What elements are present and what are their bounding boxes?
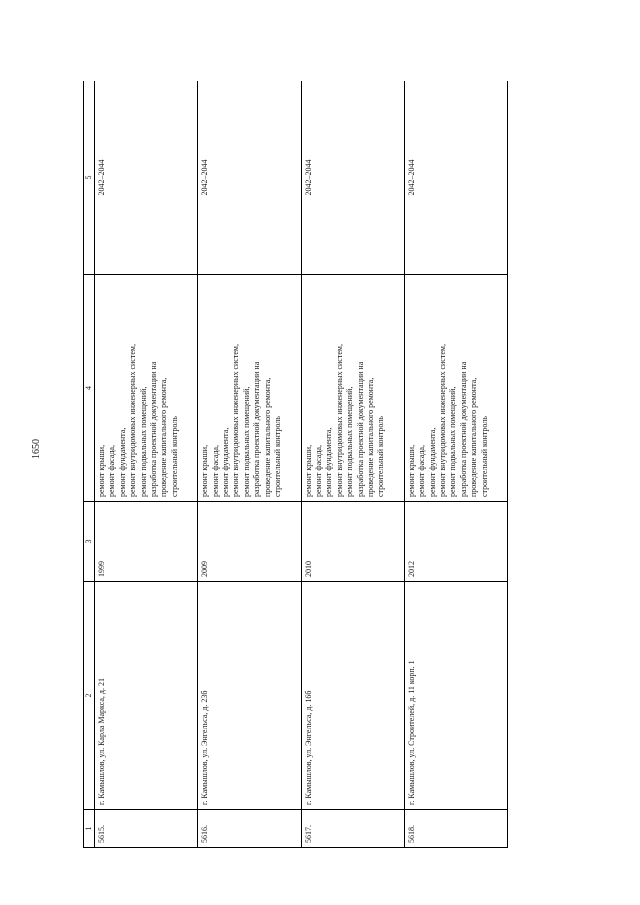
column-header-year: 3 [84, 502, 95, 582]
work-item: разработка проектной документации на [149, 361, 159, 497]
work-item: ремонт крыши, [406, 444, 416, 497]
year-cell: 2012 [404, 502, 507, 582]
row-number: 5615. [95, 810, 198, 848]
year-cell: 1999 [95, 502, 198, 582]
work-item: разработка проектной документации на [458, 361, 468, 497]
work-item: ремонт фундамента, [427, 427, 437, 497]
address-cell: г. Камышлов, ул. Энгельса, д. 23б [198, 582, 301, 810]
work-item: ремонт внутридомовых инженерных систем, [231, 344, 241, 497]
rotated-table-wrapper [83, 81, 508, 848]
address-cell: г. Камышлов, ул. Энгельса, д. 16б [301, 582, 404, 810]
year-cell: 2010 [301, 502, 404, 582]
year-cell: 2009 [198, 502, 301, 582]
work-item: ремонт крыши, [97, 444, 106, 497]
work-item: строительный контроль [169, 416, 179, 497]
work-item: ремонт фундамента, [324, 427, 334, 497]
works-list [407, 279, 490, 497]
works-cell [404, 275, 507, 502]
table-container [83, 81, 508, 848]
work-item: строительный контроль [479, 416, 489, 497]
table-row [198, 81, 301, 848]
row-number: 5618. [404, 810, 507, 848]
works-cell [198, 275, 301, 502]
header-row [84, 81, 95, 848]
address-cell: г. Камышлов, ул. Карла Маркса, д. 21 [95, 582, 198, 810]
page-number: 1650 [31, 439, 42, 459]
works-cell [301, 275, 404, 502]
address-cell: г. Камышлов, ул. Строителей, д. 11 корп. 1 [404, 582, 507, 810]
table-row [95, 81, 198, 848]
work-item: ремонт внутридомовых инженерных систем, [437, 344, 447, 497]
work-item: проведение капитального ремонта, [365, 377, 375, 497]
work-item: ремонт внутридомовых инженерных систем, [128, 344, 138, 497]
work-item: ремонт крыши, [200, 444, 210, 497]
works-list [304, 279, 387, 497]
column-header-works: 4 [84, 275, 95, 502]
column-header-period: 5 [84, 81, 95, 275]
work-item: ремонт фундамента, [221, 427, 231, 497]
column-header-number: 1 [84, 810, 95, 848]
period-cell: 2042–2044 [95, 81, 198, 275]
work-item: проведение капитального ремонта, [262, 377, 272, 497]
work-item: ремонт фасада, [210, 445, 220, 497]
table-row [404, 81, 507, 848]
period-cell: 2042–2044 [301, 81, 404, 275]
work-item: строительный контроль [273, 416, 283, 497]
row-number: 5617. [301, 810, 404, 848]
works-list [200, 279, 283, 497]
column-header-address: 2 [84, 582, 95, 810]
row-number: 5616. [198, 810, 301, 848]
table-row [301, 81, 404, 848]
work-item: ремонт подвальных помещений, [345, 386, 355, 497]
work-item: ремонт фасада, [313, 445, 323, 497]
work-item: разработка проектной документации на [252, 361, 262, 497]
work-item: ремонт фасада, [107, 445, 117, 497]
work-item: ремонт внутридомовых инженерных систем, [334, 344, 344, 497]
work-item: ремонт крыши, [303, 444, 313, 497]
repair-schedule-table [83, 81, 508, 848]
period-cell: 2042–2044 [198, 81, 301, 275]
works-list [97, 279, 180, 497]
works-cell [95, 275, 198, 502]
work-item: ремонт фасада, [417, 445, 427, 497]
work-item: проведение капитального ремонта, [469, 377, 479, 497]
work-item: проведение капитального ремонта, [159, 377, 169, 497]
work-item: ремонт фундамента, [117, 427, 127, 497]
work-item: разработка проектной документации на [355, 361, 365, 497]
work-item: ремонт подвальных помещений, [448, 386, 458, 497]
work-item: строительный контроль [376, 416, 386, 497]
work-item: ремонт подвальных помещений, [241, 386, 251, 497]
period-cell: 2042–2044 [404, 81, 507, 275]
work-item: ремонт подвальных помещений, [138, 386, 148, 497]
